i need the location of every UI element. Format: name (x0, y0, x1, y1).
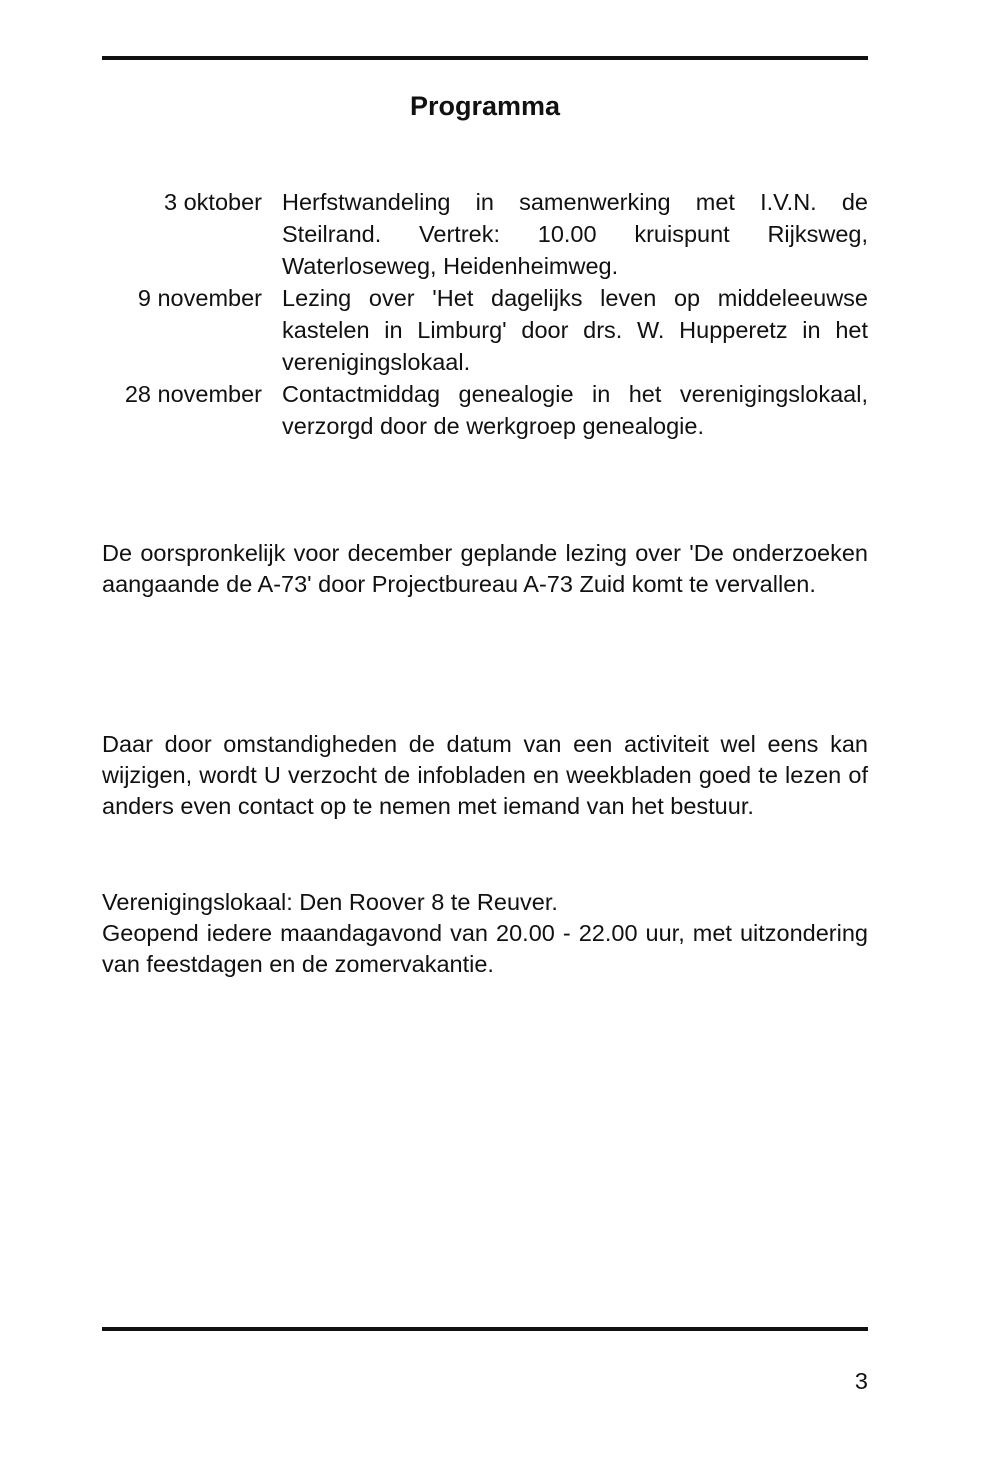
program-item (102, 282, 868, 378)
program-description: Herfstwandeling in samenwerking met I.V.N. de Steilrand. Vertrek: 10.00 kruispunt Rijksweg, Waterloseweg, Heidenheimweg. (282, 189, 868, 279)
opening-hours-line: Geopend iedere maandagavond van 20.00 - 22.00 uur, met uitzondering van feestdagen en de zomervakantie. (102, 920, 868, 977)
location-line: Verenigingslokaal: Den Roover 8 te Reuver. (102, 889, 558, 915)
program-list (102, 186, 868, 442)
page-number: 3 (854, 1368, 868, 1394)
cancellation-paragraph: De oorspronkelijk voor december geplande lezing over 'De onderzoeken aangaande de A-73' door Projectbureau A-73 Zuid komt te vervallen. (102, 540, 868, 597)
top-rule (102, 56, 868, 60)
program-date: 9 november (137, 285, 262, 311)
location-paragraph (102, 887, 868, 980)
program-item (102, 378, 868, 442)
notice-paragraph: Daar door omstandigheden de datum van een activiteit wel eens kan wijzigen, wordt U verzocht de infobladen en weekbladen goed te lezen of anders even contact op te nemen met iemand van het bestuur. (102, 731, 868, 819)
program-description: Contactmiddag genealogie in het verenigingslokaal, verzorgd door de werkgroep genealogie. (282, 381, 868, 439)
program-date: 28 november (124, 381, 262, 407)
program-description: Lezing over 'Het dagelijks leven op middeleeuwse kastelen in Limburg' door drs. W. Hupperetz in het verenigingslokaal. (282, 285, 868, 375)
page-title: Programma (409, 91, 561, 121)
program-date: 3 oktober (164, 189, 262, 215)
program-item (102, 186, 868, 282)
bottom-rule (102, 1327, 868, 1331)
